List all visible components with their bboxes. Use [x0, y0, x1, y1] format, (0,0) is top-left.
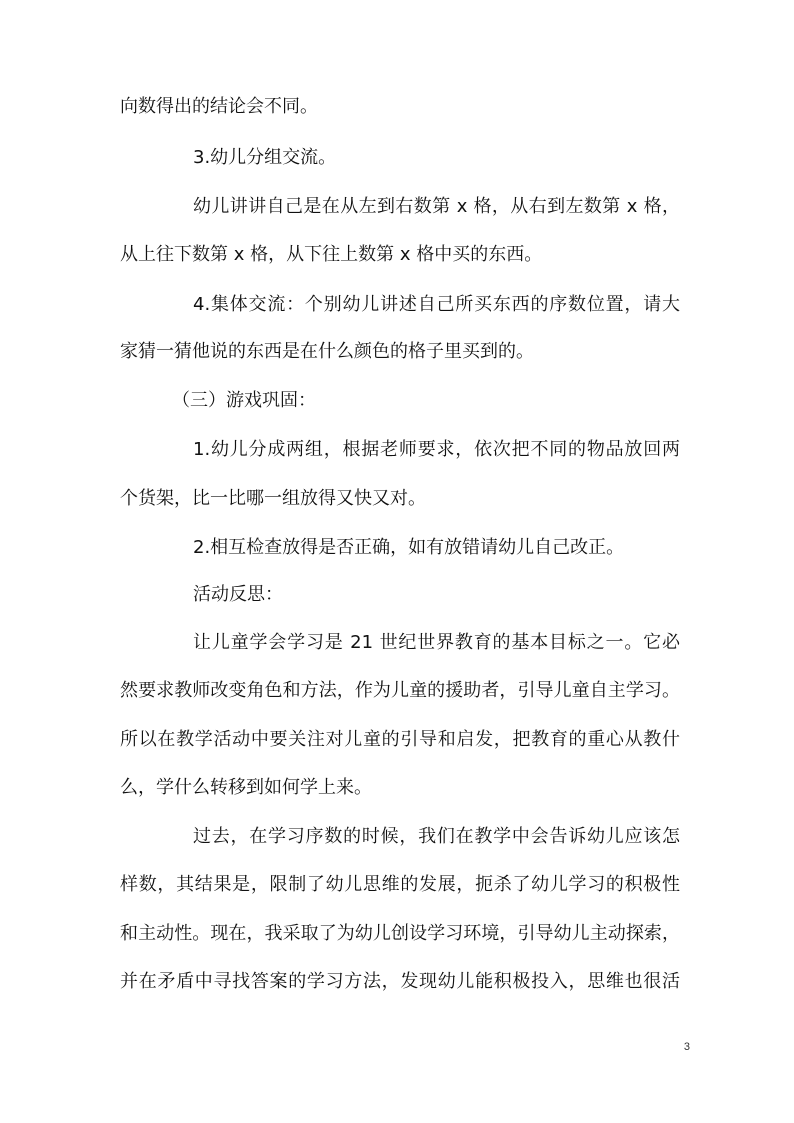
text-line: 个货架，比一比哪一组放得又快又对。	[120, 488, 426, 509]
text-line: 幼儿讲讲自己是在从左到右数第 x 格，从右到左数第 x 格，	[193, 196, 680, 217]
text-line: 让儿童学会学习是 21 世纪世界教育的基本目标之一。它必	[193, 632, 680, 653]
text-line: 样数，其结果是，限制了幼儿思维的发展，扼杀了幼儿学习的积极性	[120, 874, 680, 895]
text-line: 然要求教师改变角色和方法，作为儿童的援助者，引导儿童自主学习。	[120, 680, 680, 701]
text-line: 么，学什么转移到如何学上来。	[120, 777, 372, 798]
text-line: 2.相互检查放得是否正确，如有放错请幼儿自己改正。	[193, 537, 625, 558]
text-line: 向数得出的结论会不同。	[120, 96, 318, 117]
text-line: 1.幼儿分成两组，根据老师要求，依次把不同的物品放回两	[193, 439, 680, 460]
text-line: 和主动性。现在，我采取了为幼儿创设学习环境，引导幼儿主动探索，	[120, 923, 680, 944]
page-number: 3	[683, 1041, 690, 1053]
section-heading: 3.幼儿分组交流。	[193, 147, 337, 168]
text-line: 并在矛盾中寻找答案的学习方法，发现幼儿能积极投入，思维也很活	[120, 971, 680, 992]
text-line: 家猜一猜他说的东西是在什么颜色的格子里买到的。	[120, 341, 534, 362]
section-heading: 4.集体交流：个别幼儿讲述自己所买东西的序数位置，请大	[193, 294, 680, 315]
section-heading: 活动反思：	[193, 584, 283, 605]
text-line: 从上往下数第 x 格，从下往上数第 x 格中买的东西。	[120, 244, 543, 265]
text-line: 所以在教学活动中要关注对儿童的引导和启发，把教育的重心从教什	[120, 729, 680, 750]
section-heading: （三）游戏巩固：	[172, 390, 316, 411]
text-line: 过去，在学习序数的时候，我们在教学中会告诉幼儿应该怎	[193, 826, 680, 847]
